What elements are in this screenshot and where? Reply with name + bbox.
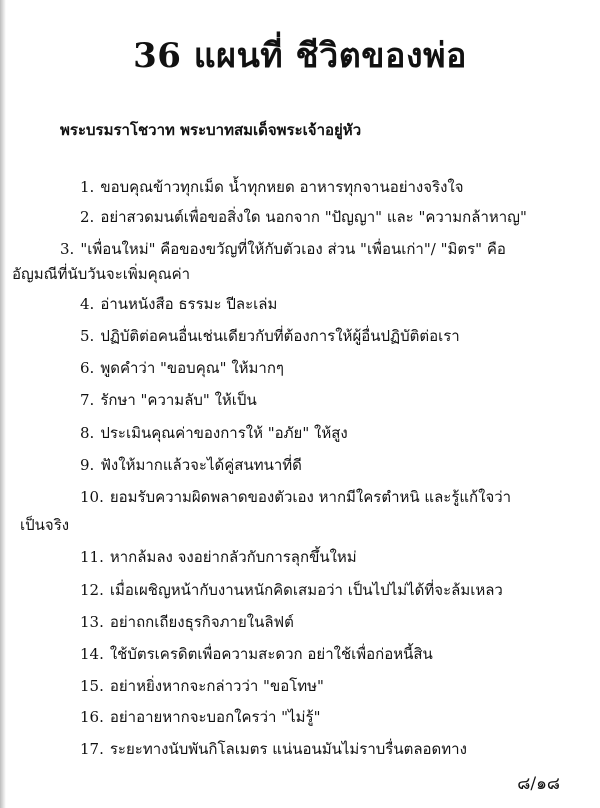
list-item bbox=[80, 705, 320, 729]
item-number: 7. bbox=[80, 391, 95, 409]
item-number: 9. bbox=[80, 456, 95, 474]
list-item bbox=[80, 674, 324, 698]
item-text: อย่าสวดมนต์เพื่อขอสิ่งใด นอกจาก "ปัญญา" และ "ความกล้าหาญ" bbox=[100, 208, 527, 226]
page-title: 36 แผนที่ ชีวิตของพ่อ bbox=[133, 36, 467, 76]
list-item bbox=[80, 324, 460, 348]
item-text: อย่าถกเถียงธุรกิจภายในลิฟต์ bbox=[109, 613, 294, 631]
item-number: 12. bbox=[80, 581, 104, 599]
list-item-continuation: อัญมณีที่นับวันจะเพิ่มคุณค่า bbox=[12, 265, 191, 283]
item-text: อย่าอายหากจะบอกใครว่า "ไม่รู้" bbox=[109, 708, 321, 726]
item-number: 15. bbox=[80, 677, 104, 695]
item-number: 8. bbox=[80, 424, 95, 442]
list-item bbox=[80, 610, 294, 634]
list-item bbox=[80, 642, 433, 666]
list-item bbox=[80, 292, 277, 316]
item-text: ประเมินคุณค่าของการให้ "อภัย" ให้สูง bbox=[100, 424, 348, 442]
list-item-continuation: เป็นจริง bbox=[20, 516, 70, 534]
item-text: ปฏิบัติต่อคนอื่นเช่นเดียวกับที่ต้องการให้ผู้อื่นปฏิบัติต่อเรา bbox=[100, 327, 460, 345]
item-text: อย่าหยิ่งหากจะกล่าวว่า "ขอโทษ" bbox=[109, 677, 324, 695]
item-number: 17. bbox=[80, 740, 104, 758]
item-text: รักษา "ความลับ" ให้เป็น bbox=[100, 391, 257, 409]
list-item bbox=[80, 485, 511, 509]
page-subtitle: พระบรมราโชวาท พระบาทสมเด็จพระเจ้าอยู่หัว bbox=[60, 121, 362, 139]
item-text: ใช้บัตรเครดิตเพื่อความสะดวก อย่าใช้เพื่อก่อหนี้สิน bbox=[109, 645, 433, 663]
item-text: ระยะทางนับพันกิโลเมตร แน่นอนมันไม่ราบรื่นตลอดทาง bbox=[109, 740, 467, 758]
item-number: 13. bbox=[80, 613, 104, 631]
list-item bbox=[80, 388, 257, 412]
item-number: 5. bbox=[80, 327, 95, 345]
item-number: 2. bbox=[80, 208, 95, 226]
list-item bbox=[80, 545, 357, 569]
list-item bbox=[60, 237, 506, 261]
list-item bbox=[80, 737, 467, 761]
list-item bbox=[80, 356, 284, 380]
list-item bbox=[80, 578, 503, 602]
item-text: ขอบคุณข้าวทุกเม็ด น้ำทุกหยด อาหารทุกจานอย่างจริงใจ bbox=[100, 178, 464, 196]
item-text: "เพื่อนใหม่" คือของขวัญที่ให้กับตัวเอง ส่วน "เพื่อนเก่า"/ "มิตร" คือ bbox=[80, 240, 506, 258]
page-number: ๘/๑๘ bbox=[517, 774, 560, 794]
scan-shadow-edge bbox=[0, 0, 6, 808]
list-item bbox=[80, 175, 464, 199]
item-number: 1. bbox=[80, 178, 95, 196]
list-item bbox=[80, 421, 348, 445]
item-number: 6. bbox=[80, 359, 95, 377]
item-text: หากล้มลง จงอย่ากลัวกับการลุกขึ้นใหม่ bbox=[109, 548, 357, 566]
item-text: เมื่อเผชิญหน้ากับงานหนักคิดเสมอว่า เป็นไปไม่ได้ที่จะล้มเหลว bbox=[109, 581, 503, 599]
item-text: พูดคำว่า "ขอบคุณ" ให้มากๆ bbox=[100, 359, 284, 377]
item-text: ฟังให้มากแล้วจะได้คู่สนทนาที่ดี bbox=[100, 456, 302, 474]
item-text: อ่านหนังสือ ธรรมะ ปีละเล่ม bbox=[100, 295, 278, 313]
item-number: 14. bbox=[80, 645, 104, 663]
list-item bbox=[80, 205, 527, 229]
item-number: 11. bbox=[80, 548, 104, 566]
item-number: 10. bbox=[80, 488, 104, 506]
item-number: 3. bbox=[60, 240, 75, 258]
item-text: ยอมรับความผิดพลาดของตัวเอง หากมีใครตำหนิ และรู้แก้ใจว่า bbox=[109, 488, 512, 506]
list-item bbox=[80, 453, 302, 477]
item-number: 16. bbox=[80, 708, 104, 726]
item-number: 4. bbox=[80, 295, 95, 313]
